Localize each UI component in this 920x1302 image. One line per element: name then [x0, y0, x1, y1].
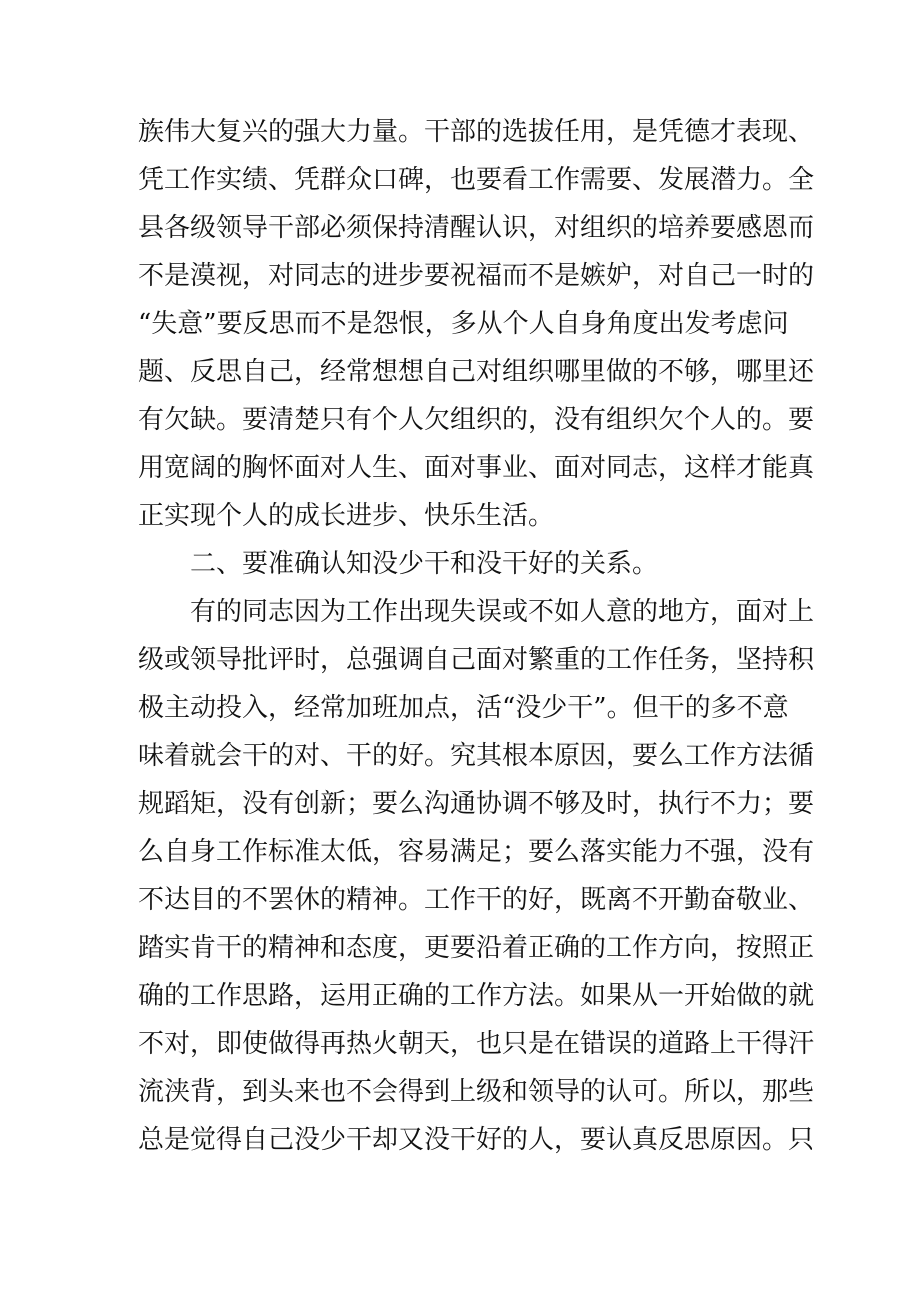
text-line: 规蹈矩，没有创新；要么沟通协调不够及时，执行不力；要: [138, 789, 815, 819]
text-line: 极主动投入，经常加班加点，活“没少干”。但干的多不意: [138, 693, 789, 723]
text-line: 级或领导批评时，总强调自己面对繁重的工作任务，坚持积: [138, 645, 815, 675]
text-line: 凭工作实绩、凭群众口碑，也要看工作需要、发展潜力。全: [138, 165, 815, 195]
text-line: 有的同志因为工作出现失误或不如人意的地方，面对上: [138, 597, 815, 627]
section-heading: 二、要准确认知没少干和没干好的关系。: [138, 549, 659, 579]
text-line: 流浃背，到头来也不会得到上级和领导的认可。所以，那些: [138, 1077, 815, 1107]
text-line: 不对，即使做得再热火朝天，也只是在错误的道路上干得汗: [138, 1029, 815, 1059]
text-line: “失意”要反思而不是怨恨，多从个人自身角度出发考虑问: [138, 309, 789, 339]
text-line: 踏实肯干的精神和态度，更要沿着正确的工作方向，按照正: [138, 933, 815, 963]
text-line: 总是觉得自己没少干却又没干好的人，要认真反思原因。只: [138, 1125, 815, 1155]
text-line: 县各级领导干部必须保持清醒认识，对组织的培养要感恩而: [138, 213, 815, 243]
text-line: 正实现个人的成长进步、快乐生活。: [138, 501, 555, 531]
text-line: 么自身工作标准太低，容易满足；要么落实能力不强，没有: [138, 837, 815, 867]
text-line: 族伟大复兴的强大力量。干部的选拔任用，是凭德才表现、: [138, 117, 815, 147]
text-line: 用宽阔的胸怀面对人生、面对事业、面对同志，这样才能真: [138, 453, 815, 483]
text-line: 确的工作思路，运用正确的工作方法。如果从一开始做的就: [138, 981, 815, 1011]
document-body: [138, 108, 815, 1164]
text-line: 味着就会干的对、干的好。究其根本原因，要么工作方法循: [138, 741, 815, 771]
text-line: 有欠缺。要清楚只有个人欠组织的，没有组织欠个人的。要: [138, 405, 815, 435]
text-line: 不达目的不罢休的精神。工作干的好，既离不开勤奋敬业、: [138, 885, 815, 915]
text-line: 题、反思自己，经常想想自己对组织哪里做的不够，哪里还: [138, 357, 815, 387]
text-line: 不是漠视，对同志的进步要祝福而不是嫉妒，对自己一时的: [138, 261, 815, 291]
